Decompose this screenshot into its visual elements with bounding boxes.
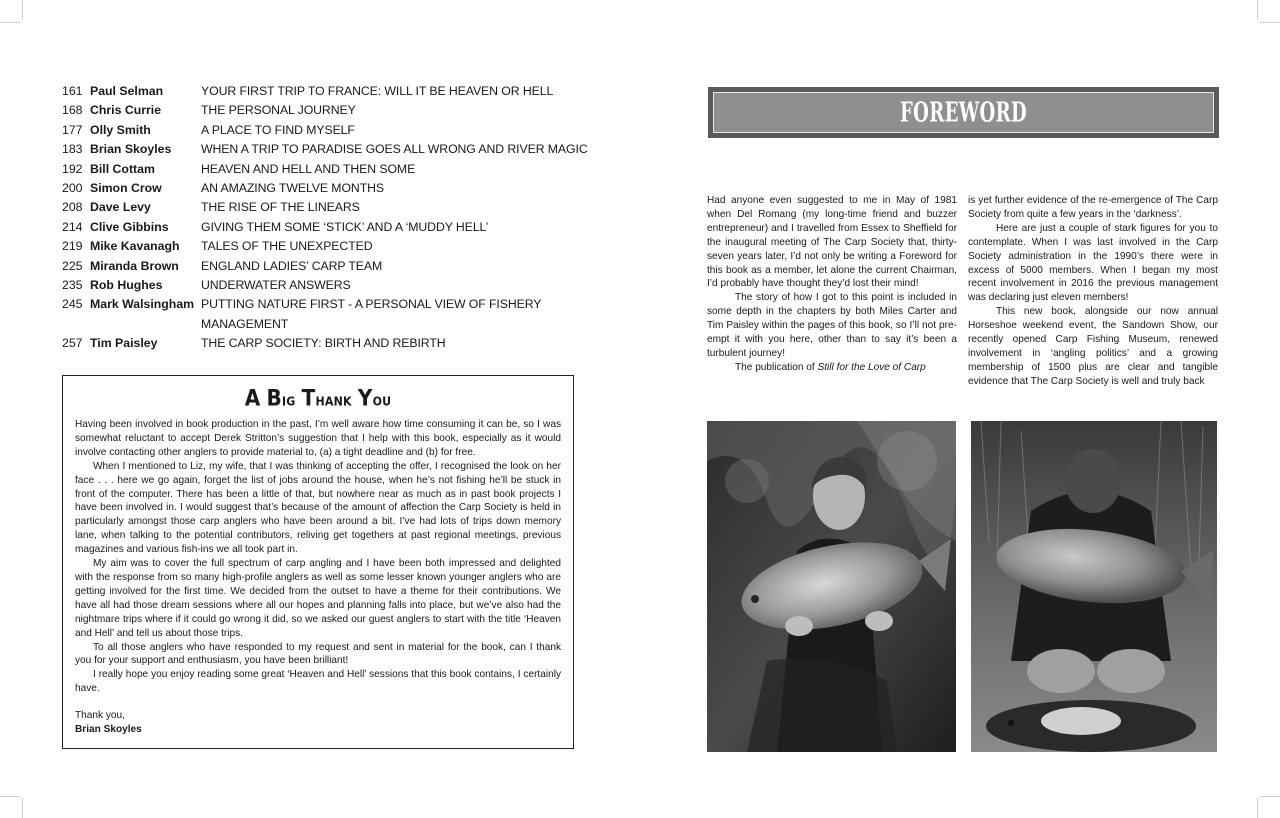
- foreword-paragraph: Had anyone even suggested to me in May of 1981 when Del Romang (my long-time friend and buzzer entrepreneur) and I travelled from Essex to Sheffield for the inaugural meeting of The Carp Society that, thirty-seven years later, I’d not only be writing a Foreword for this book as a member, let alone the current Chairman, I’d probably have thought they’d lost their mind!: [707, 195, 957, 290]
- foreword-column-right: [968, 194, 1218, 389]
- angler-with-carp-photo-icon: [707, 421, 956, 752]
- book-title: Still for the Love of Carp: [817, 361, 926, 373]
- author-name: Simon Crow: [90, 181, 162, 196]
- chapter-title: HEAVEN AND HELL AND THEN SOME: [201, 161, 416, 176]
- chapter-title: ENGLAND LADIES’ CARP TEAM: [201, 258, 383, 273]
- foreword-paragraph: is yet further evidence of the re-emergence of The Carp Society from quite a few years in the ‘darkness’.: [968, 195, 1218, 220]
- chapter-title: THE PERSONAL JOURNEY: [201, 103, 356, 118]
- contents-entry: [62, 257, 602, 276]
- crop-mark: [22, 0, 23, 20]
- crop-mark: [1260, 22, 1280, 23]
- contents-entry: [62, 295, 602, 334]
- page-number: 257: [62, 336, 83, 351]
- chapter-title: THE CARP SOCIETY: BIRTH AND REBIRTH: [201, 336, 446, 351]
- page-number: 219: [62, 239, 83, 254]
- contents-entry: [62, 140, 602, 159]
- thank-you-heading: A Big Thank You: [244, 384, 392, 411]
- angler-kneeling-with-carp-photo-icon: [971, 421, 1217, 752]
- signoff: Thank you,: [75, 710, 125, 722]
- foreword-banner: [708, 87, 1219, 138]
- crop-mark: [0, 796, 20, 797]
- foreword-column-left: [707, 194, 957, 375]
- chapter-title: UNDERWATER ANSWERS: [201, 278, 351, 293]
- contents-entry: [62, 276, 602, 295]
- foreword-paragraph: This new book, alongside our now annual Horseshoe weekend event, the Sandown Show, our recently opened Carp Fishing Museum, renewed involvement in ‘angling politics’ and a growing membership of 1500 plus are clear and tangible evidence that The Carp Society is well and truly back: [968, 306, 1218, 387]
- contents-list: [62, 82, 602, 354]
- chapter-title: WHEN A TRIP TO PARADISE GOES ALL WRONG AND RIVER MAGIC: [201, 142, 588, 157]
- page-number: 168: [62, 103, 83, 118]
- thank-you-paragraph: When I mentioned to Liz, my wife, that I was thinking of accepting the offer, I recognised the look on her face . . . here we go again, forget the list of jobs around the house, when he’s not fishing he’ll be stuck in front of the computer. There has been a little of that, but nowhere near as much as in past book projects I have been involved in. I would suggest that’s because of the amount of affection the Carp Society is held in particularly amongst those carp anglers who have been around a bit. I’ve had lots of trips down memory lane, when talking to the potential contributors, reliving get togethers at past regional meetings, previous magazines and various fish-ins we all took part in.: [75, 460, 561, 556]
- chapter-title: TALES OF THE UNEXPECTED: [201, 239, 373, 254]
- contents-entry: [62, 121, 602, 140]
- crop-mark: [1257, 798, 1258, 818]
- author-name: Brian Skoyles: [90, 142, 172, 157]
- author-name: Rob Hughes: [90, 278, 163, 293]
- page-number: 161: [62, 84, 83, 98]
- thank-you-paragraph: Having been involved in book production in the past, I’m well aware how time consuming it can be, so I was somewhat reluctant to accept Derek Stritton’s suggestion that I help with this book, especially as it would involve contacting other anglers to provide material to, (a) a tight deadline and (b) for free.: [75, 419, 561, 458]
- author-name: Olly Smith: [90, 122, 151, 137]
- chapter-title: YOUR FIRST TRIP TO FRANCE: WILL IT BE HEAVEN OR HELL: [201, 84, 554, 98]
- page-number: 214: [62, 219, 83, 234]
- page-number: 225: [62, 258, 83, 273]
- author-name: Clive Gibbins: [90, 219, 169, 234]
- page-number: 177: [62, 122, 83, 137]
- thank-you-paragraph: To all those anglers who have responded to my request and sent in material for the book, can I thank you for your support and enthusiasm, you have been brilliant!: [75, 641, 561, 667]
- author-name: Miranda Brown: [90, 258, 179, 273]
- author-name: Mike Kavanagh: [90, 239, 180, 254]
- author-name: Bill Cottam: [90, 161, 155, 176]
- angler-kneeling-with-carp-photo-icon: [971, 421, 1217, 752]
- page-number: 235: [62, 278, 83, 293]
- crop-mark: [1257, 0, 1258, 20]
- page-number: 183: [62, 142, 83, 157]
- thank-you-paragraph: I really hope you enjoy reading some great ‘Heaven and Hell’ sessions that this book contains, I certainly have.: [75, 669, 561, 695]
- contents-entry: [62, 82, 602, 101]
- signer-name: Brian Skoyles: [75, 724, 142, 736]
- chapter-title: A PLACE TO FIND MYSELF: [201, 122, 355, 137]
- author-name: Chris Currie: [90, 103, 162, 118]
- page-number: 245: [62, 297, 83, 312]
- chapter-title: AN AMAZING TWELVE MONTHS: [201, 181, 384, 196]
- foreword-banner-inner: [713, 92, 1214, 133]
- thank-you-paragraph: My aim was to cover the full spectrum of carp angling and I have been both impressed and delighted with the response from so many high-profile anglers as well as some lesser known younger anglers who are getting involved for the first time. We decided from the outset to have a theme for their contributions. We have all had those dream sessions where all our hopes and planning falls into place, but we’ve also had the nightmare trips where if it could go wrong it did, so we asked our guest anglers to start with the title ‘Heaven and Hell’ and tell us about those trips.: [75, 558, 561, 639]
- contents-entry: [62, 160, 602, 179]
- chapter-title: PUTTING NATURE FIRST - A PERSONAL VIEW OF FISHERY MANAGEMENT: [201, 297, 542, 331]
- crop-mark: [0, 22, 20, 23]
- page-number: 208: [62, 200, 83, 215]
- foreword-paragraph: Here are just a couple of stark figures for you to contemplate. When I was last involved in the Carp Society administration in the 1990’s there were in excess of 5000 members. When I began my most recent involvement in 2016 the previous management was declaring just eleven members!: [968, 222, 1218, 304]
- contents-entry: [62, 198, 602, 217]
- crop-mark: [22, 798, 23, 818]
- chapter-title: THE RISE OF THE LINEARS: [201, 200, 360, 215]
- author-name: Tim Paisley: [90, 336, 158, 351]
- contents-entry: [62, 179, 602, 198]
- author-name: Mark Walsingham: [90, 297, 195, 312]
- contents-entry: [62, 101, 602, 120]
- author-name: Paul Selman: [90, 84, 164, 98]
- contents-entry: [62, 334, 602, 353]
- chapter-title: GIVING THEM SOME ‘STICK’ AND A ‘MUDDY HELL’: [201, 219, 489, 234]
- thank-you-box: [62, 375, 574, 749]
- contents-entry: [62, 218, 602, 237]
- author-name: Dave Levy: [90, 200, 151, 215]
- angler-with-carp-photo-icon: [707, 421, 956, 752]
- contents-entry: [62, 237, 602, 256]
- page-number: 200: [62, 181, 83, 196]
- foreword-paragraph: The story of how I got to this point is included in some depth in the chapters by both Miles Carter and Tim Paisley within the pages of this book, so I’ll not pre-empt it with you here, other than to say it’s been a turbulent journey!: [707, 292, 957, 359]
- crop-mark: [1260, 796, 1280, 797]
- page-number: 192: [62, 161, 83, 176]
- foreword-paragraph: The publication of Still for the Love of Carp: [735, 361, 926, 373]
- foreword-heading: FOREWORD: [899, 96, 1028, 129]
